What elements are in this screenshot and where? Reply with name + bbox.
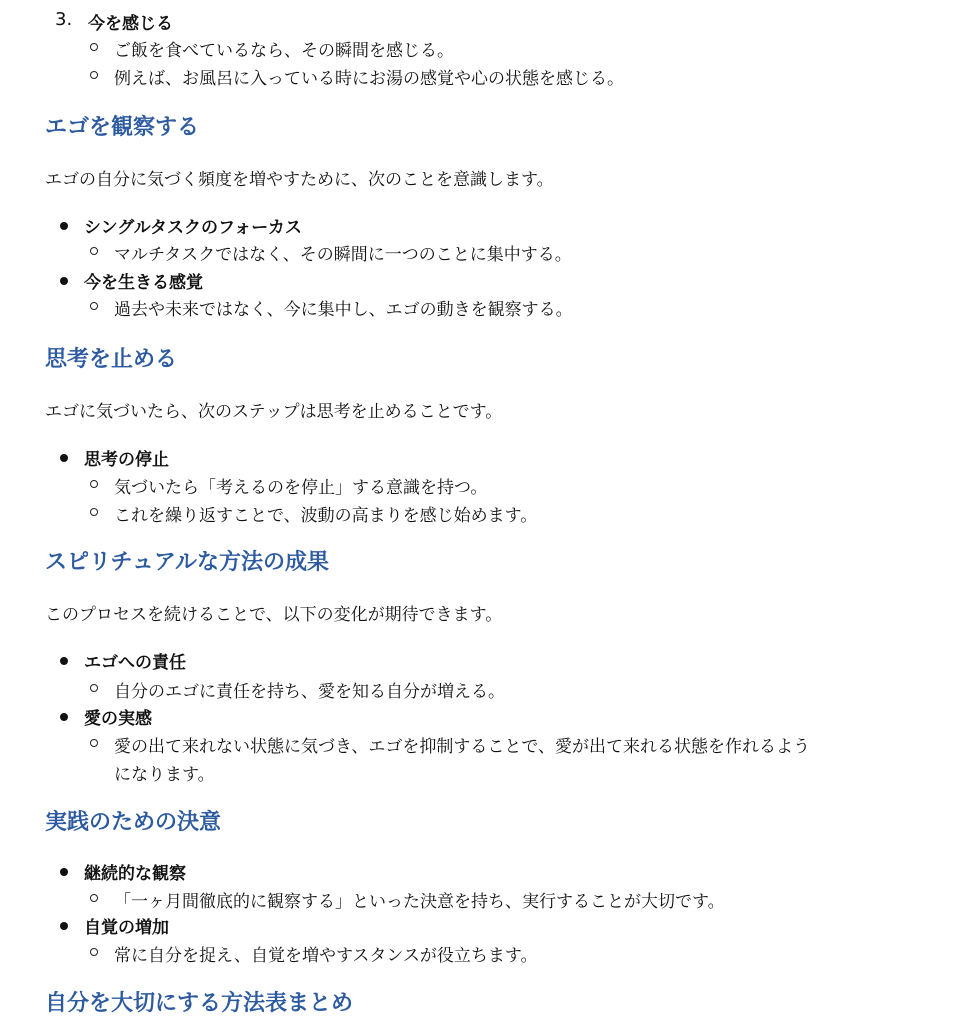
list-item-title: 継続的な観察 (84, 864, 186, 884)
bullet-icon (60, 222, 68, 230)
bullet-icon (60, 277, 68, 285)
hollow-bullet-icon (90, 43, 98, 51)
list-subitem: 愛の出て来れない状態に気づき、エゴを抑制することで、愛が出て来れる状態を作れるよう (114, 737, 810, 757)
list-item-title: 今を生きる感覚 (84, 273, 203, 293)
hollow-bullet-icon (90, 894, 98, 902)
list-subitem: 過去や未来ではなく、今に集中し、エゴの動きを観察する。 (114, 300, 573, 320)
list-item-title: シングルタスクのフォーカス (84, 218, 302, 238)
list-item-title: エゴへの責任 (84, 653, 186, 673)
paragraph: このプロセスを続けることで、以下の変化が期待できます。 (45, 605, 503, 625)
section-heading: スピリチュアルな方法の成果 (45, 550, 330, 575)
bullet-icon (60, 454, 68, 462)
list-subitem: 気づいたら「考えるのを停止」する意識を持つ。 (114, 478, 488, 498)
bullet-icon (60, 922, 68, 930)
paragraph: エゴに気づいたら、次のステップは思考を止めることです。 (45, 402, 503, 422)
list-item-title: 自覚の増加 (84, 918, 169, 938)
list-item-title: 愛の実感 (84, 709, 152, 729)
hollow-bullet-icon (90, 739, 98, 747)
list-item-title: 今を感じる (88, 14, 173, 34)
hollow-bullet-icon (90, 247, 98, 255)
section-heading: エゴを観察する (45, 115, 200, 140)
hollow-bullet-icon (90, 71, 98, 79)
hollow-bullet-icon (90, 684, 98, 692)
list-subitem-continuation: になります。 (114, 765, 215, 785)
paragraph: エゴの自分に気づく頻度を増やすために、次のことを意識します。 (45, 170, 554, 190)
bullet-icon (60, 868, 68, 876)
bullet-icon (60, 657, 68, 665)
list-item-title: 思考の停止 (84, 450, 169, 470)
list-subitem: 自分のエゴに責任を持ち、愛を知る自分が増える。 (114, 682, 505, 702)
hollow-bullet-icon (90, 948, 98, 956)
hollow-bullet-icon (90, 302, 98, 310)
list-subitem: 常に自分を捉え、自覚を増やすスタンスが役立ちます。 (114, 946, 538, 966)
list-subitem: 例えば、お風呂に入っている時にお湯の感覚や心の状態を感じる。 (114, 69, 624, 89)
section-heading: 自分を大切にする方法表まとめ (45, 991, 354, 1016)
bullet-icon (60, 713, 68, 721)
list-subitem: これを繰り返すことで、波動の高まりを感じ始めます。 (114, 506, 538, 526)
hollow-bullet-icon (90, 480, 98, 488)
hollow-bullet-icon (90, 508, 98, 516)
section-heading: 実践のための決意 (45, 810, 222, 835)
list-subitem: 「一ヶ月間徹底的に観察する」といった決意を持ち、実行することが大切です。 (114, 892, 725, 912)
list-number: 3. (55, 9, 73, 30)
section-heading: 思考を止める (45, 347, 178, 372)
list-subitem: ご飯を食べているなら、その瞬間を感じる。 (114, 41, 454, 61)
list-subitem: マルチタスクではなく、その瞬間に一つのことに集中する。 (114, 245, 572, 265)
